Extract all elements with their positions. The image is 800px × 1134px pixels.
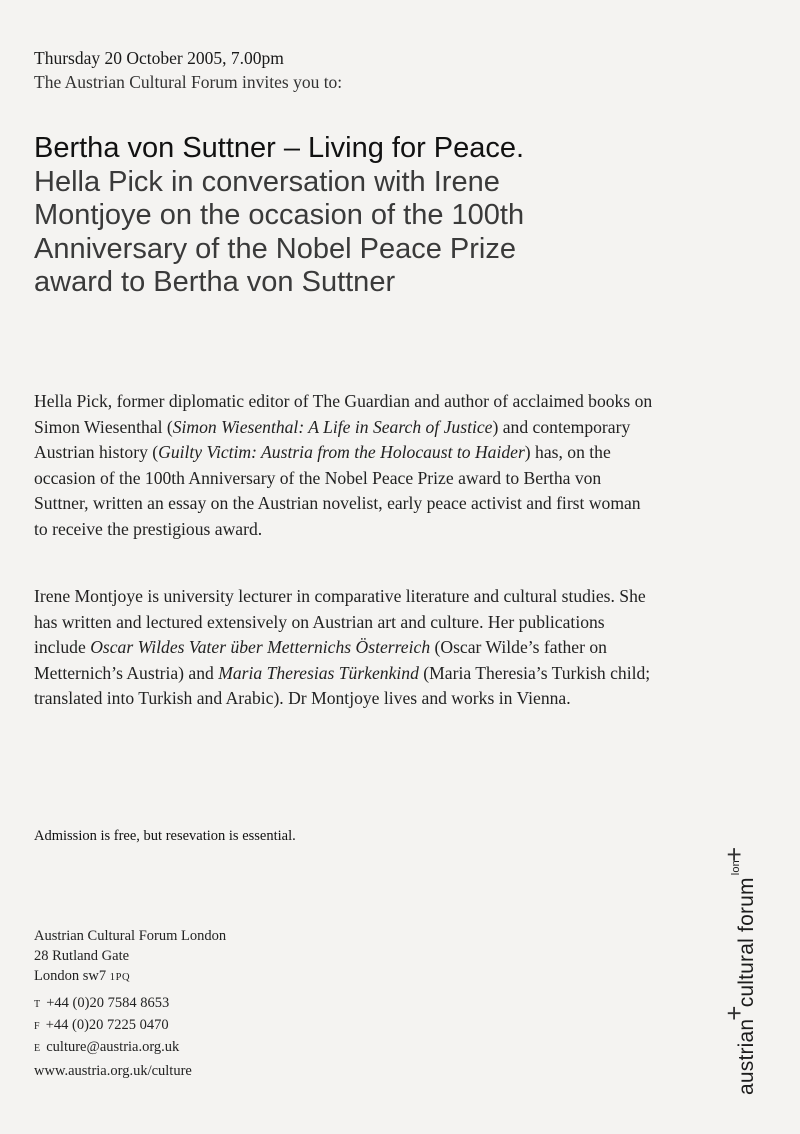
austrian-cultural-forum-logo: austrian+cultural forum$^{lon}$+ [719,846,758,1095]
address-line: 28 Rutland Gate [34,948,130,964]
book-title: Oscar Wildes Vater über Metternichs Österreich [90,637,431,657]
invitation-line: The Austrian Cultural Forum invites you to: [34,72,343,92]
headline-line-3: Montjoye on the occasion of the 100th [34,199,525,231]
phone-line [34,993,179,1015]
book-title: Simon Wiesenthal: A Life in Search of Justice [172,416,493,437]
book-title: Guilty Victim: Austria from the Holocaust to Haider [158,442,525,462]
fax-label: F [34,1021,41,1032]
event-date: Thursday 20 October 2005, 7.00pm [34,48,284,68]
email-label: E [34,1043,41,1054]
event-headline [34,132,674,300]
headline-title: Bertha von Suttner – Living for Peace. [34,132,525,164]
speaker-bio-hella-pick: Hella Pick, former diplomatic editor of The Guardian and author of acclaimed books on Simon Wiesenthal (Simon Wiesenthal: A Life in Search of Justice) and contemporary Austrian history (Guilty Victim: Austria from the Holocaust to Haider) has, on the occasion of the 100th Anniversary of the Nobel Peace Prize award to Bertha von Suttner, written an essay on the Austrian novelist, early peace activist and first woman to receive the prestigious award. [34,391,653,539]
address-line: London sw7 1PQ [34,968,131,984]
fax-line [34,1015,179,1037]
address-line: Austrian Cultural Forum London [34,928,227,944]
email-link[interactable]: culture@austria.org.uk [46,1039,180,1055]
phone-label: T [34,999,41,1010]
venue-address [34,926,226,988]
headline-line-5: award to Bertha von Suttner [34,266,396,298]
fax-number: +44 (0)20 7225 0470 [45,1017,169,1033]
contact-details [34,993,179,1059]
phone-number: +44 (0)20 7584 8653 [46,995,170,1011]
email-line [34,1037,179,1059]
speaker-bio-irene-montjoye: Irene Montjoye is university lecturer in comparative literature and cultural studies. She has written and lectured extensively on Austrian art and culture. Her publications include Oscar Wildes Vater über Metternichs Österreich (Oscar Wilde’s father on Metternich’s Austria) and Maria Theresias Türkenkind (Maria Theresia’s Turkish child; translated into Turkish and Arabic). Dr Montjoye lives and works in Vienna. [34,586,651,708]
admission-note: Admission is free, but resevation is essential. [34,828,296,844]
book-title: Maria Theresias Türkenkind [218,662,419,683]
headline-line-2: Hella Pick in conversation with Irene [34,165,500,198]
website-link[interactable]: www.austria.org.uk/culture [34,1063,192,1079]
headline-line-4: Anniversary of the Nobel Peace Prize [34,232,516,265]
